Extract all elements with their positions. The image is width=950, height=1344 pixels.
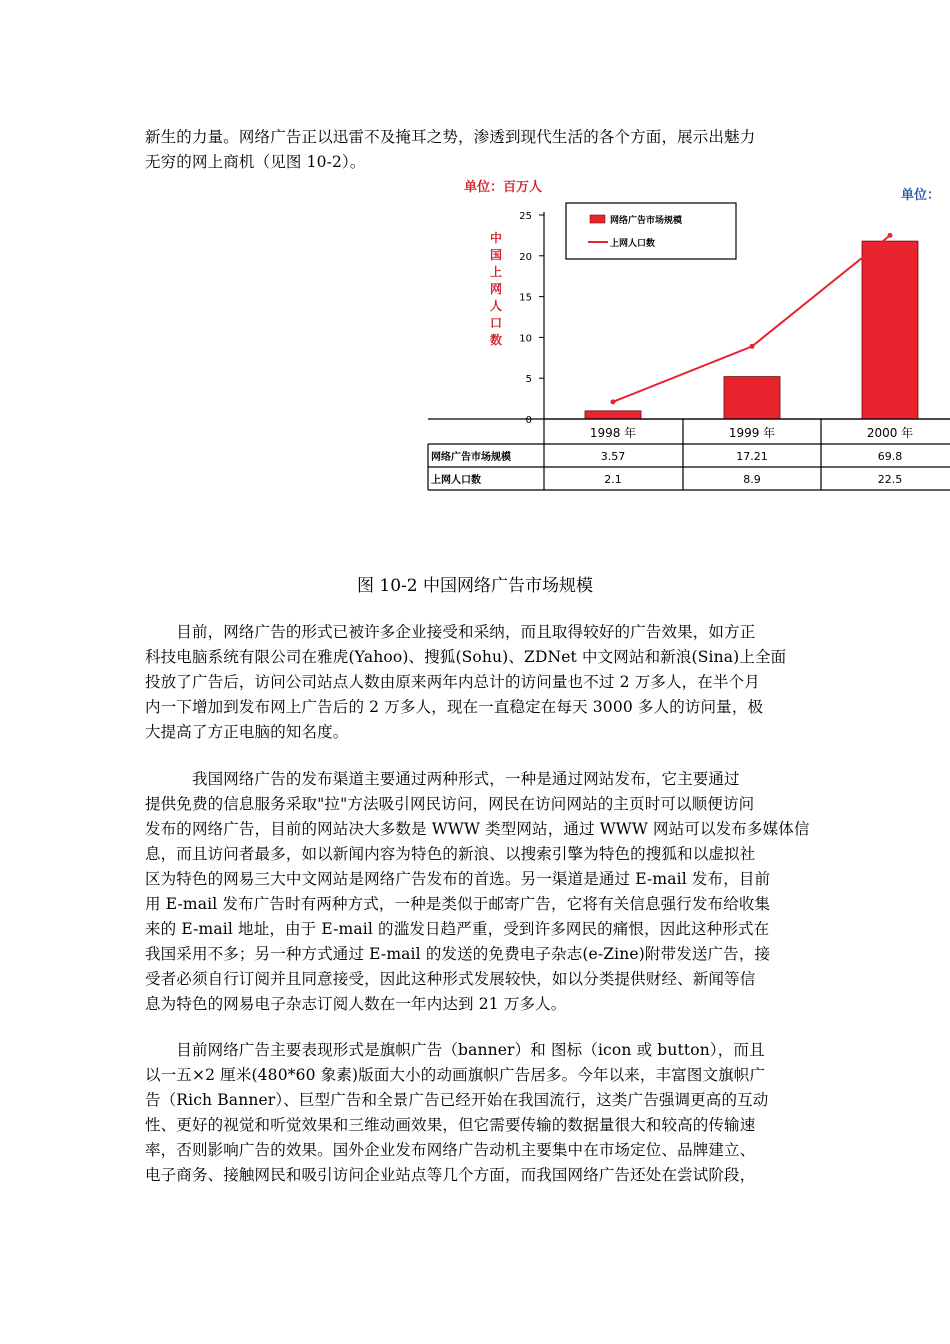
table-cell: 22.5 (877, 473, 903, 486)
table-cell: 8.9 (743, 473, 761, 486)
text-line: 投放了广告后，访问公司站点人数由原来两年内总计的访问量也不过 2 万多人，在半个月 (145, 673, 760, 691)
text-line: 区为特色的网易三大中文网站是网络广告发布的首选。另一渠道是通过 E-mail 发布，目前 (145, 870, 771, 888)
bar (585, 411, 641, 419)
text-line: 发布的网络广告，目前的网站决大多数是 WWW 类型网站，通过 WWW 网站可以发布多媒体信 (145, 820, 810, 838)
text-line: 率，否则影响广告的效果。国外企业发布网络广告动机主要集中在市场定位、品牌建立、 (145, 1141, 756, 1159)
text-line: 我国采用不多；另一种方式通过 E-mail 的发送的免费电子杂志(e-Zine)附带发送广告，接 (145, 945, 771, 963)
text-line: 科技电脑系统有限公司在雅虎(Yahoo)、搜狐(Sohu)、ZDNet 中文网站和新浪(Sina)上全面 (145, 648, 787, 666)
line-point (611, 399, 616, 404)
legend-bar-swatch (590, 215, 605, 223)
y-label-char: 上 (489, 265, 503, 279)
text-line: 以一五×2 厘米(480*60 象素)版面大小的动画旗帜广告居多。今年以来，丰富图文旗帜广 (145, 1066, 766, 1084)
chart-figure (420, 172, 950, 497)
line-point (888, 233, 893, 238)
category-label: 1999 年 (728, 426, 776, 440)
text-line: 性、更好的视觉和听觉效果和三维动画效果，但它需要传输的数据量很大和较高的传输速 (145, 1116, 756, 1134)
y-tick-label: 0 (525, 415, 532, 426)
y-label-char: 国 (489, 248, 503, 262)
data-table (428, 419, 950, 490)
legend-bar-label: 网络广告市场规模 (610, 216, 683, 226)
table-row-label: 上网人口数 (431, 475, 481, 486)
text-line: 息，而且访问者最多，如以新闻内容为特色的新浪、以搜索引擎为特色的搜狐和以虚拟社 (145, 845, 756, 863)
text-line: 目前，网络广告的形式已被许多企业接受和采纳，而且取得较好的广告效果，如方正 (145, 623, 756, 641)
unit-right-label: 单位： (901, 188, 941, 203)
table-cell: 3.57 (600, 450, 626, 463)
y-axis-label (490, 230, 502, 347)
text-line: 电子商务、接触网民和吸引访问企业站点等几个方面，而我国网络广告还处在尝试阶段， (145, 1166, 756, 1184)
y-label-char: 数 (489, 333, 503, 347)
y-label-char: 人 (489, 299, 503, 313)
table-cell: 17.21 (736, 450, 768, 463)
text-line: 用 E-mail 发布广告时有两种方式，一种是类似于邮寄广告，它将有关信息强行发布给收集 (145, 895, 771, 913)
text-line: 新生的力量。网络广告正以迅雷不及掩耳之势，渗透到现代生活的各个方面，展示出魅力 (145, 128, 756, 146)
y-axis-ticks (519, 211, 544, 426)
text-line: 我国网络广告的发布渠道主要通过两种形式，一种是通过网站发布，它主要通过 (145, 770, 740, 788)
figure-caption: 图 10-2 中国网络广告市场规模 (357, 576, 593, 596)
y-label-char: 口 (489, 316, 503, 330)
text-line: 大提高了方正电脑的知名度。 (145, 723, 349, 741)
text-line: 受者必须自行订阅并且同意接受，因此这种形式发展较快，如以分类提供财经、新闻等信 (145, 970, 756, 988)
table-cell: 69.8 (877, 450, 903, 463)
y-tick-label: 5 (525, 374, 532, 386)
text-line: 目前网络广告主要表现形式是旗帜广告（banner）和 图标（icon 或 button），而且 (145, 1041, 765, 1059)
legend-line-label: 上网人口数 (610, 239, 656, 249)
table-row-label: 网络广告市场规模 (431, 452, 511, 463)
text-line: 息为特色的网易电子杂志订阅人数在一年内达到 21 万多人。 (145, 995, 567, 1013)
legend-box (566, 203, 736, 259)
text-line: 告（Rich Banner）、巨型广告和全景广告已经开始在我国流行，这类广告强调更高的互动 (145, 1091, 769, 1109)
y-tick-label: 15 (519, 292, 532, 304)
y-tick-label: 10 (519, 333, 532, 345)
y-label-char: 网 (489, 282, 503, 296)
text-line: 提供免费的信息服务采取"拉"方法吸引网民访问，网民在访问网站的主页时可以顺便访问 (145, 795, 755, 813)
text-line: 内一下增加到发布网上广告后的 2 万多人，现在一直稳定在每天 3000 多人的访问量，极 (145, 698, 764, 716)
text-line: 来的 E-mail 地址，由于 E-mail 的滥发日趋严重，受到许多网民的痛恨，因此这种形式在 (145, 920, 770, 938)
bar (862, 241, 918, 419)
y-tick-label: 25 (519, 211, 532, 222)
y-tick-label: 20 (519, 251, 532, 263)
text-line: 无穷的网上商机（见图 10-2）。 (145, 153, 366, 171)
y-label-char: 中 (489, 231, 503, 245)
category-label: 2000 年 (866, 426, 914, 440)
unit-left-label: 单位：百万人 (464, 180, 543, 195)
legend (566, 203, 736, 259)
category-label: 1998 年 (589, 426, 637, 440)
line-point (750, 344, 755, 349)
chart-svg (420, 172, 950, 497)
table-cell: 2.1 (604, 473, 622, 486)
bar (724, 377, 780, 419)
